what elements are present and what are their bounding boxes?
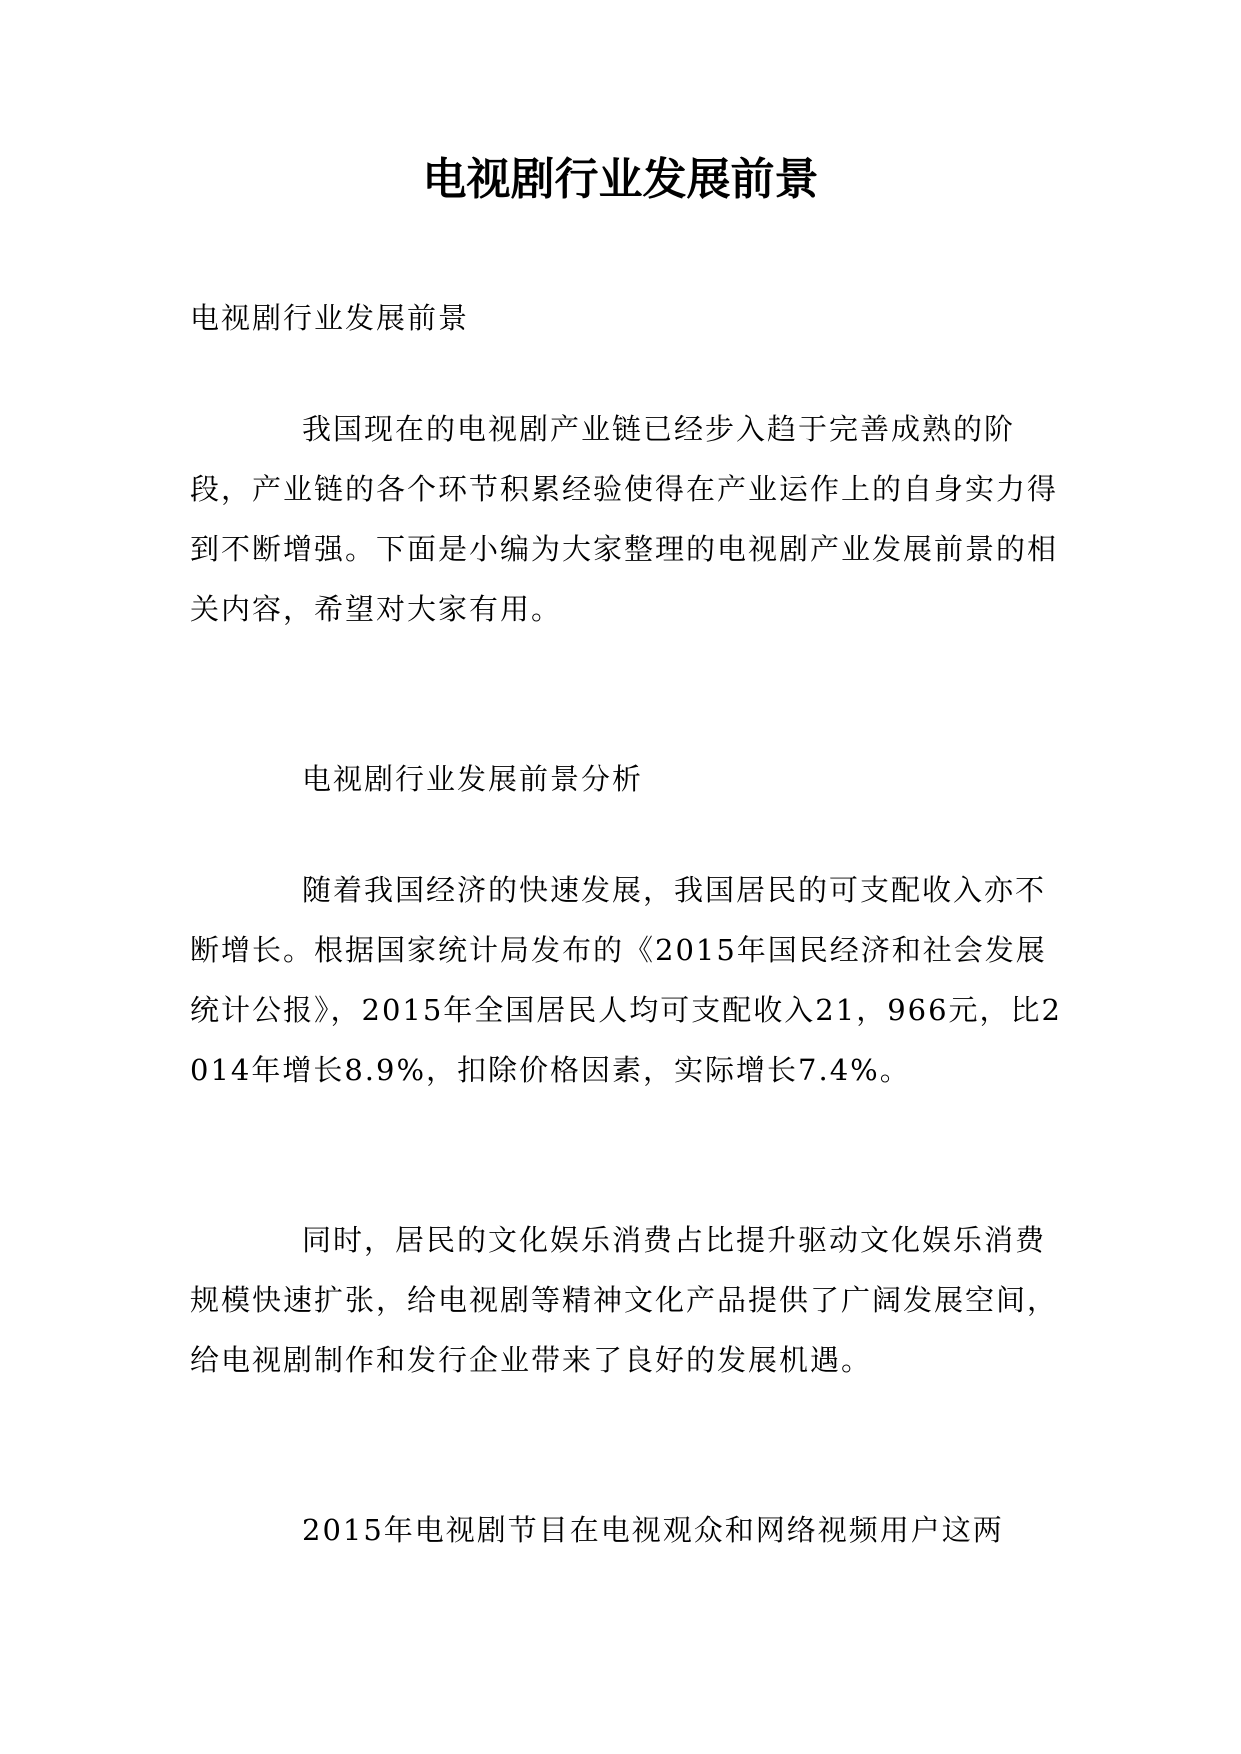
paragraph-intro: 我国现在的电视剧产业链已经步入趋于完善成熟的阶段，产业链的各个环节积累经验使得在产业运作上的自身实力得到不断增强。下面是小编为大家整理的电视剧产业发展前景的相关内容，希望对大家有用。 bbox=[190, 412, 1059, 626]
paragraph-consumption: 同时，居民的文化娱乐消费占比提升驱动文化娱乐消费规模快速扩张，给电视剧等精神文化产品提供了广阔发展空间，给电视剧制作和发行企业带来了良好的发展机遇。 bbox=[190, 1223, 1059, 1377]
section-heading: 电视剧行业发展前景分析 bbox=[302, 762, 644, 796]
document-subtitle: 电视剧行业发展前景 bbox=[190, 301, 470, 335]
paragraph-2015: 2015年电视剧节目在电视观众和网络视频用户这两 bbox=[302, 1513, 1004, 1547]
document-title: 电视剧行业发展前景 bbox=[422, 154, 819, 205]
paragraph-income: 随着我国经济的快速发展，我国居民的可支配收入亦不断增长。根据国家统计局发布的《2015年国民经济和社会发展统计公报》，2015年全国居民人均可支配收入21，966元，比2014年增长8.9%，扣除价格因素，实际增长7.4%。 bbox=[190, 873, 1063, 1087]
